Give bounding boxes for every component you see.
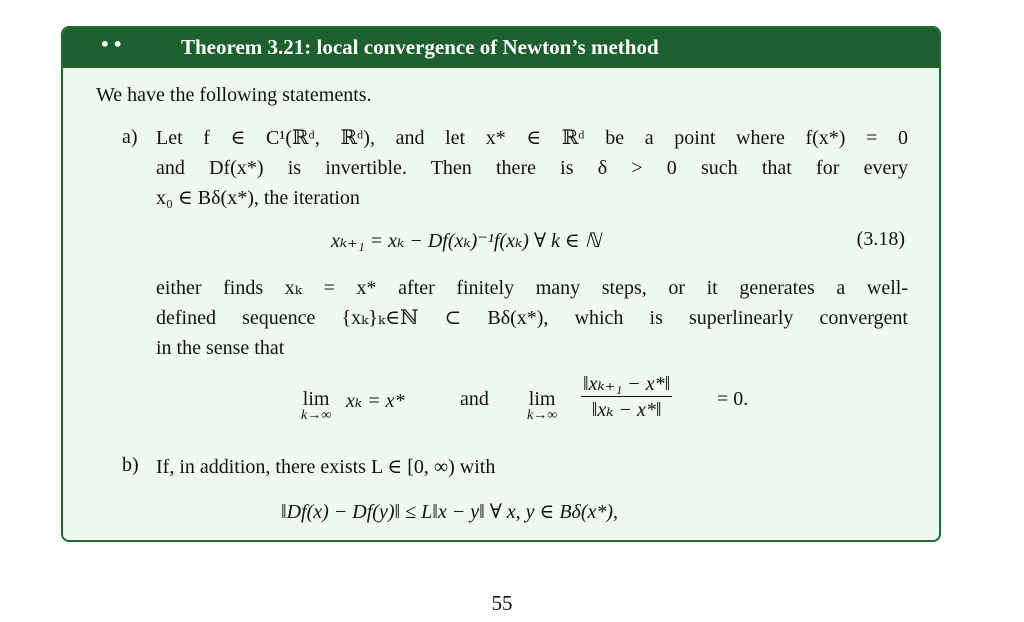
item-b-text: If, in addition, there exists L ∈ [0, ∞) with [156,456,496,478]
fraction-numerator: ‖xₖ₊₁ − x*‖ [583,373,671,395]
theorem-title: Theorem 3.21: local convergence of Newton’s method [181,35,659,59]
limit-2 [527,388,557,424]
lim-operator: lim [302,388,330,410]
lim-subscript: k→∞ [301,408,332,423]
item-a-after-line: in the sense that [156,337,285,359]
item-a-line: and Df(x*) is invertible. Then there is δ > 0 such that for every [156,157,908,179]
lim-subscript: k→∞ [527,408,558,423]
theorem-header [63,28,939,68]
item-a-line: x₀ ∈ Bδ(x*), the iteration [156,187,360,209]
intro-text: We have the following statements. [96,84,372,106]
newton-iteration-equation: xₖ₊₁ = xₖ − Df(xₖ)⁻¹f(xₖ) ∀ k ∈ ℕ [331,230,601,252]
theorem-box [61,26,941,542]
fraction-denominator: ‖xₖ − x*‖ [591,399,662,421]
item-a-after-line: either finds xₖ = x* after finitely many steps, or it generates a well- [156,277,908,299]
limit-1-expression: xₖ = x* [346,390,405,412]
lipschitz-equation: ‖Df(x) − Df(y)‖ ≤ L‖x − y‖ ∀ x, y ∈ Bδ(x*), [281,501,619,523]
lim-operator: lim [528,388,556,410]
item-a-line: Let f ∈ C¹(ℝᵈ, ℝᵈ), and let x* ∈ ℝᵈ be a point where f(x*) = 0 [156,127,908,149]
limit-1 [301,388,331,424]
item-a-after-paragraph [156,273,908,363]
item-a-label: a) [122,126,138,148]
item-a-after-line: defined sequence {xₖ}ₖ∈ℕ ⊂ Bδ(x*), which is superlinearly convergent [156,307,908,329]
and-word: and [460,388,489,410]
equation-number: (3.18) [856,228,905,250]
ratio-fraction [581,371,672,422]
item-a-paragraph [156,123,908,213]
bullet-dots-icon: •• [99,32,125,56]
limit-2-rhs: = 0. [717,388,749,410]
item-b-label: b) [122,454,139,476]
page-number: 55 [491,591,513,615]
